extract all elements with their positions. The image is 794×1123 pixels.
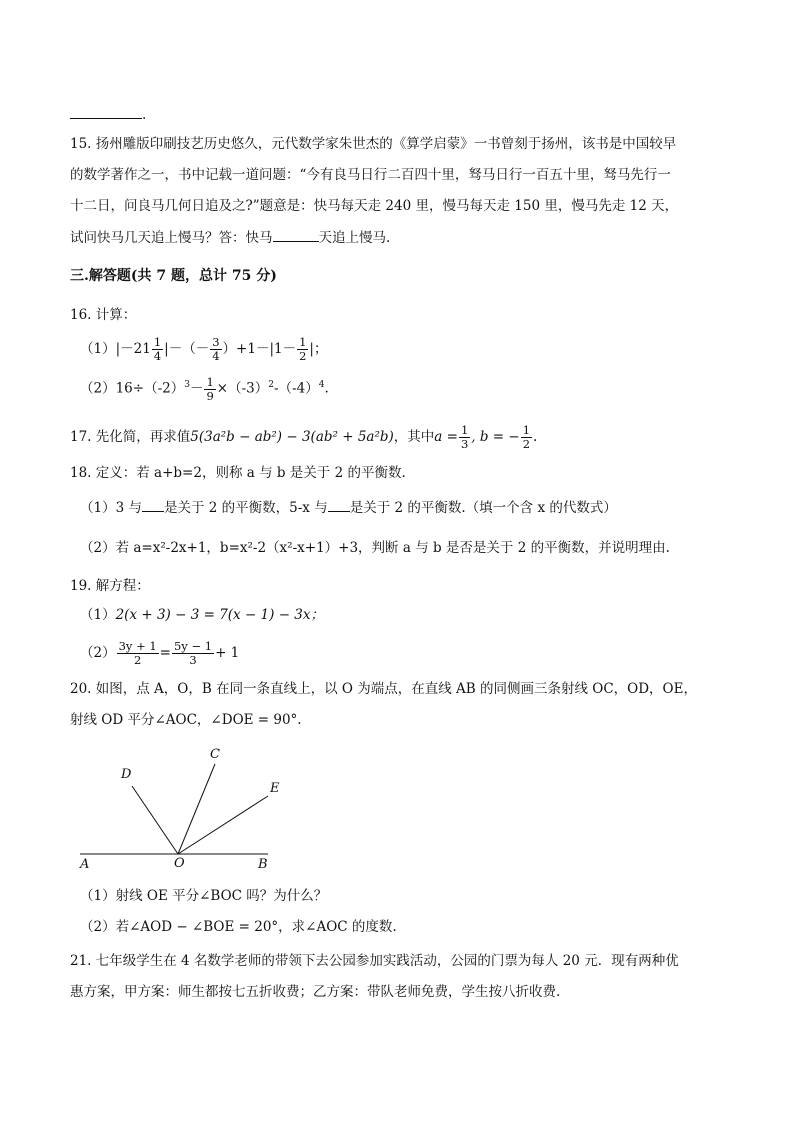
q15-line-2: 的数学著作之一，书中记载一道问题：“今有良马日行二百四十里，驽马日行一百五十里，驽马先行一 <box>70 167 671 183</box>
label-o: O <box>174 856 185 871</box>
q21-line-1: 21. 七年级学生在 4 名数学老师的带领下去公园参加实践活动，公园的门票为每人 20 元．现有两种优 <box>70 953 679 969</box>
q20-line-2: 射线 OD 平分∠AOC，∠DOE = 90°. <box>70 712 302 728</box>
q16-title: 16. 计算： <box>70 307 137 323</box>
label-e: E <box>270 781 280 796</box>
q17-expression: 5(3a²b − ab²) − 3(ab² + 5a²b) <box>190 429 394 445</box>
q19-part-1: （1）2(x + 3) − 3 = 7(x − 1) − 3x； <box>80 607 325 623</box>
q17-line: 17. 先化简，再求值5(3a²b − ab²) − 3(ab² + 5a²b)，其中a = $\frac{1}{3}$ , b = − $\frac{1}{2}$ . <box>70 423 538 451</box>
answer-blank <box>142 497 164 512</box>
label-b: B <box>258 857 268 872</box>
label-c: C <box>210 747 220 762</box>
q15-line-4: 试问快马几天追上慢马？答：快马 天追上慢马. <box>70 227 390 248</box>
fraction: $\frac{1}{2}$ <box>522 423 531 451</box>
label-a: A <box>80 857 90 872</box>
ray-oe <box>178 796 268 854</box>
q20-geometry-figure <box>70 740 290 875</box>
q20-part-2: （2）若∠AOD − ∠BOE = 20°，求∠AOC 的度数. <box>80 919 397 935</box>
q18-part-1: （1）3 与 是关于 2 的平衡数，5-x 与 是关于 2 的平衡数.（填一个含 x 的代数式） <box>80 497 617 518</box>
q15-line-1: 15. 扬州雕版印刷技艺历史悠久，元代数学家朱世杰的《算学启蒙》一书曾刻于扬州，该书是中国较早 <box>70 136 677 152</box>
q20-part-1: （1）射线 OE 平分∠BOC 吗？为什么？ <box>80 888 328 904</box>
label-d: D <box>121 767 132 782</box>
ray-od <box>132 786 178 854</box>
q16-part-2: $(2)16\div(-2)^3-$ $\frac{1}{9}$ $\times(-3)^2-(-4)^4$. <box>80 374 329 403</box>
ray-oc <box>178 764 215 854</box>
q14-answer-line: . <box>70 104 146 125</box>
q20-line-1: 20. 如图，点 A，O，B 在同一条直线上，以 O 为端点，在直线 AB 的同侧画三条射线 OC，OD，OE， <box>70 681 697 697</box>
q16-part-1: （1）|－21 $\frac{1}{4}$ |－（－ $\frac{3}{4}$ ）+1－|1－ $\frac{1}{2}$ |； <box>80 335 328 363</box>
fraction: $\frac{1}{3}$ <box>460 423 469 451</box>
q19-title: 19. 解方程： <box>70 578 150 594</box>
fraction: $\frac{1}{9}$ <box>206 374 214 403</box>
fraction: $\frac{5y - 1}{3}$ <box>173 639 213 667</box>
q18-part-2: （2）若 a=x²-2x+1，b=x²-2（x²-x+1）+3，判断 a 与 b 是否是关于 2 的平衡数，并说明理由. <box>80 540 670 556</box>
fraction: $\frac{3}{4}$ <box>212 335 220 363</box>
q18-title: 18. 定义：若 a+b=2，则称 a 与 b 是关于 2 的平衡数. <box>70 465 406 481</box>
section-heading: 三.解答题(共 7 题，总计 75 分) <box>70 268 277 284</box>
fraction: $\frac{3y + 1}{2}$ <box>118 639 157 667</box>
fraction: $\frac{1}{4}$ <box>153 335 162 363</box>
q21-line-2: 惠方案，甲方案：师生都按七五折收费；乙方案：带队老师免费，学生按八折收费. <box>70 984 561 1000</box>
answer-blank <box>273 227 319 242</box>
answer-blank <box>70 104 142 119</box>
q19-part-2: （2） $\frac{3y + 1}{2}$ = $\frac{5y - 1}{3}$ + 1 <box>80 639 240 667</box>
fraction: $\frac{1}{2}$ <box>299 335 307 363</box>
answer-blank <box>328 497 350 512</box>
q15-line-3: 十二日，问良马几何日追及之?”题意是：快马每天走 240 里，慢马每天走 150 里，慢马先走 12 天， <box>70 198 679 214</box>
